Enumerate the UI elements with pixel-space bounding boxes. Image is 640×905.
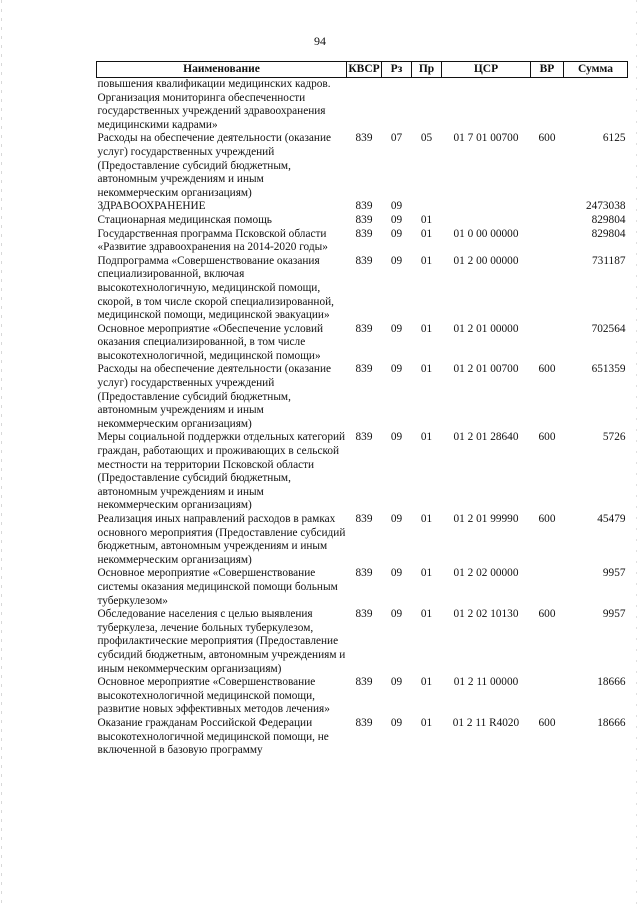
cell-vr: 600: [538, 132, 556, 145]
cell-pr: 01: [420, 431, 433, 444]
cell-pr: 01: [420, 363, 433, 376]
cell-rz: 09: [390, 567, 403, 580]
header-name: Наименование: [97, 62, 347, 78]
cell-csr: 01 2 11 00000: [453, 676, 519, 689]
table-body: [97, 78, 628, 758]
cell-kvsr: 839: [355, 716, 373, 729]
cell-kvsr: 839: [355, 608, 373, 621]
cell-name: Обследование населения с целью выявления туберкулеза, лечение больных туберкулезом, профилактические мероприятия (Предоставление субсидий бюджетным, автономным учреждениям и иным некоммерческим организациям): [97, 608, 346, 675]
cell-kvsr: 839: [355, 200, 373, 213]
cell-pr: 01: [420, 227, 433, 240]
budget-table-container: [96, 61, 627, 758]
cell-name: Основное мероприятие «Совершенствование высокотехнологичной медицинской помощи, развитие новых эффективных методов лечения»: [97, 676, 330, 716]
cell-name: Стационарная медицинская помощь: [97, 213, 272, 226]
table-row: [97, 214, 628, 228]
cell-csr: 01 7 01 00700: [453, 132, 519, 145]
table-row: [97, 228, 628, 255]
cell-csr: 01 2 01 00000: [453, 322, 519, 335]
cell-sum: 9957: [602, 608, 626, 621]
cell-sum: 6125: [602, 132, 626, 145]
table-row: [97, 676, 628, 717]
cell-kvsr: 839: [355, 213, 373, 226]
cell-sum: 18666: [597, 716, 626, 729]
cell-rz: 09: [390, 676, 403, 689]
header-rz: Рз: [382, 62, 412, 78]
cell-sum: 9957: [602, 567, 626, 580]
header-kvsr: КВСР: [347, 62, 382, 78]
cell-kvsr: 839: [355, 676, 373, 689]
cell-csr: 01 2 01 28640: [453, 431, 519, 444]
cell-rz: 09: [390, 363, 403, 376]
cell-vr: [531, 228, 564, 255]
cell-name: Подпрограмма «Совершенствование оказания специализированной, включая высокотехнологичную, медицинской помощи, скорой, в том числе скорой специализированной, медицинской помощи, медицинской эвакуации»: [97, 254, 334, 322]
cell-kvsr: 839: [355, 567, 373, 580]
scan-edge-right: [636, 0, 637, 905]
cell-vr: [531, 78, 564, 133]
table-row: [97, 255, 628, 323]
cell-vr: [531, 214, 564, 228]
cell-rz: 09: [390, 322, 403, 335]
cell-rz: 09: [390, 608, 403, 621]
cell-vr: [531, 200, 564, 214]
scan-edge-left: [1, 0, 2, 905]
cell-sum: 2473038: [585, 200, 626, 213]
cell-name: Основное мероприятие «Совершенствование системы оказания медицинской помощи больным туберкулезом»: [97, 567, 338, 607]
table-row: [97, 717, 628, 758]
cell-kvsr: [347, 78, 382, 133]
cell-rz: 09: [390, 200, 403, 213]
cell-name: Меры социальной поддержки отдельных категорий граждан, работающих и проживающих в сельской местности на территории Псковской области (Предоставление субсидий бюджетным, автономным учреждениям и иным некоммерческим организациям): [97, 431, 346, 512]
cell-rz: 09: [390, 513, 403, 525]
table-row: [97, 567, 628, 608]
cell-kvsr: 839: [355, 513, 373, 525]
page-number: 94: [314, 34, 326, 48]
cell-vr: 600: [538, 513, 556, 525]
cell-name: ЗДРАВООХРАНЕНИЕ: [97, 200, 206, 213]
cell-name: Реализация иных направлений расходов в рамках основного мероприятия (Предоставление субсидий бюджетным, автономным учреждениям и иным некоммерческим организациям): [97, 513, 346, 566]
cell-vr: [531, 567, 564, 608]
cell-csr: 01 2 01 99990: [453, 513, 519, 525]
cell-vr: 600: [538, 608, 556, 621]
cell-rz: 07: [390, 132, 403, 145]
cell-vr: 600: [538, 716, 556, 729]
table-row: [97, 200, 628, 214]
cell-sum: 829804: [591, 213, 626, 226]
cell-sum: 18666: [597, 676, 626, 689]
cell-kvsr: 839: [355, 363, 373, 376]
table-row: [97, 78, 628, 133]
table-header-row: [97, 62, 628, 78]
cell-name: Оказание гражданам Российской Федерации высокотехнологичной медицинской помощи, не включенной в базовую программу: [97, 716, 329, 757]
table-row: [97, 323, 628, 364]
cell-vr: [531, 323, 564, 364]
cell-csr: 01 2 01 00700: [453, 363, 519, 376]
cell-vr: [531, 255, 564, 323]
cell-sum: 702564: [591, 322, 626, 335]
cell-rz: 09: [390, 254, 403, 267]
cell-pr: 01: [420, 213, 433, 226]
cell-sum: 5726: [602, 431, 626, 444]
cell-name: Государственная программа Псковской области «Развитие здравоохранения на 2014-2020 годы»: [97, 227, 328, 254]
cell-sum: [564, 78, 628, 133]
cell-pr: 01: [420, 513, 433, 525]
cell-csr: [442, 78, 531, 133]
header-csr: ЦСР: [442, 62, 531, 78]
cell-kvsr: 839: [355, 322, 373, 335]
cell-rz: [382, 78, 412, 133]
table-row: [97, 363, 628, 431]
cell-kvsr: 839: [355, 431, 373, 444]
cell-csr: 01 0 00 00000: [453, 227, 519, 240]
cell-kvsr: 839: [355, 227, 373, 240]
cell-csr: [442, 214, 531, 228]
cell-pr: 01: [420, 716, 433, 729]
cell-vr: [531, 676, 564, 717]
cell-sum: 45479: [597, 513, 626, 525]
header-vr: ВР: [531, 62, 564, 78]
cell-rz: 09: [390, 431, 403, 444]
cell-sum: 829804: [591, 227, 626, 240]
cell-name: повышения квалификации медицинских кадров. Организация мониторинга обеспеченности государственных учреждений здравоохранения медицинскими кадрами»: [97, 78, 331, 131]
cell-rz: 09: [390, 716, 403, 729]
cell-pr: 01: [420, 322, 433, 335]
budget-table: [96, 61, 628, 758]
cell-csr: 01 2 02 00000: [453, 567, 519, 580]
cell-csr: [442, 200, 531, 214]
cell-rz: 09: [390, 213, 403, 226]
cell-pr: [412, 78, 442, 133]
cell-csr: 01 2 02 10130: [453, 608, 519, 621]
cell-csr: 01 2 11 R4020: [452, 716, 520, 729]
table-row: [97, 513, 628, 567]
cell-sum: 651359: [591, 363, 626, 376]
cell-vr: 600: [538, 431, 556, 444]
cell-vr: 600: [538, 363, 556, 376]
table-row: [97, 132, 628, 200]
cell-pr: 01: [420, 608, 433, 621]
table-row: [97, 608, 628, 676]
cell-pr: [412, 200, 442, 214]
cell-pr: 05: [420, 132, 433, 145]
cell-kvsr: 839: [355, 132, 373, 145]
cell-pr: 01: [420, 567, 433, 580]
cell-pr: 01: [420, 676, 433, 689]
cell-pr: 01: [420, 254, 433, 267]
header-pr: Пр: [412, 62, 442, 78]
header-sum: Сумма: [564, 62, 628, 78]
cell-kvsr: 839: [355, 254, 373, 267]
cell-rz: 09: [390, 227, 403, 240]
cell-sum: 731187: [592, 254, 626, 267]
table-row: [97, 431, 628, 513]
cell-name: Основное мероприятие «Обеспечение условий оказания специализированной, в том числе высокотехнологичной, медицинской помощи»: [97, 322, 324, 362]
cell-name: Расходы на обеспечение деятельности (оказание услуг) государственных учреждений (Предоставление субсидий бюджетным, автономным учреждениям и иным некоммерческим организациям): [97, 363, 332, 430]
cell-csr: 01 2 00 00000: [453, 254, 519, 267]
cell-name: Расходы на обеспечение деятельности (оказание услуг) государственных учреждений (Предоставление субсидий бюджетным, автономным учреждениям и иным некоммерческим организациям): [97, 132, 332, 199]
